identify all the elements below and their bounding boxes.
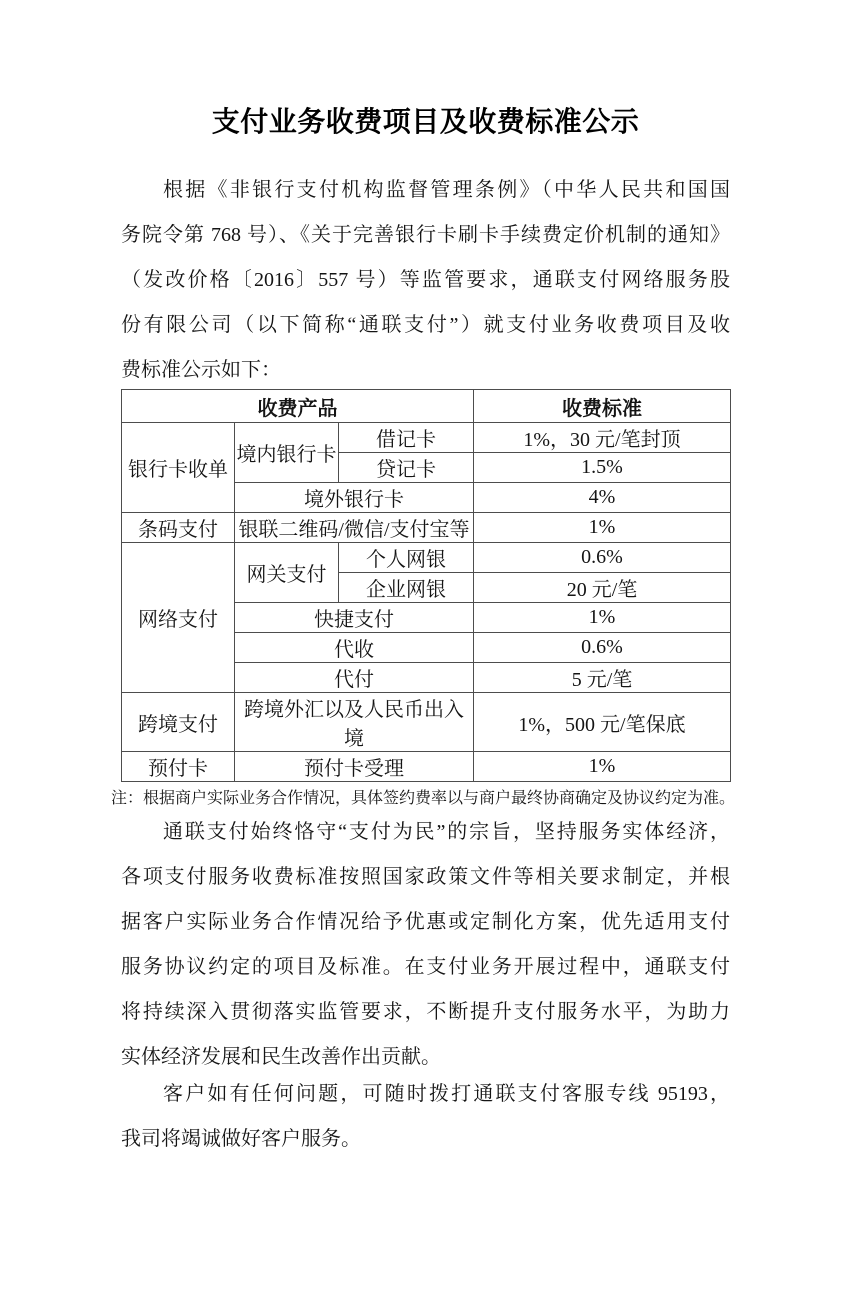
table-cell: 网关支付: [235, 543, 339, 603]
paragraph-contact: [121, 1072, 730, 1162]
text-line: 将持续深入贯彻落实监管要求，不断提升支付服务水平，为助力: [121, 1001, 730, 1023]
text-line: 据客户实际业务合作情况给予优惠或定制化方案，优先适用支付: [121, 911, 730, 933]
table-header-row: [122, 390, 731, 423]
table-cell: 1%: [474, 513, 731, 543]
fee-table-body: [122, 423, 731, 782]
table-cell: 境外银行卡: [235, 483, 474, 513]
text-line: 通联支付始终恪守“支付为民”的宗旨，坚持服务实体经济，: [163, 821, 730, 843]
table-row: [122, 752, 731, 782]
table-row: [122, 543, 731, 573]
text-line: 我司将竭诚做好客户服务。: [121, 1128, 361, 1150]
table-cell: 5 元/笔: [474, 663, 731, 693]
table-cell: 1%，500 元/笔保底: [474, 693, 731, 752]
table-cell: 网络支付: [122, 543, 235, 693]
table-cell: 代收: [235, 633, 474, 663]
table-cell: 预付卡受理: [235, 752, 474, 782]
fee-table-head: [122, 390, 731, 423]
text-line: （发改价格〔2016〕557 号）等监管要求，通联支付网络服务股: [121, 269, 730, 291]
paragraph-commitment: [121, 810, 730, 1080]
table-cell: 预付卡: [122, 752, 235, 782]
table-cell: 20 元/笔: [474, 573, 731, 603]
text-line: 费标准公示如下：: [121, 359, 281, 381]
text-line: 服务协议约定的项目及标准。在支付业务开展过程中，通联支付: [121, 956, 730, 978]
table-cell: 代付: [235, 663, 474, 693]
table-cell: 跨境支付: [122, 693, 235, 752]
text-line: 根据《非银行支付机构监督管理条例》（中华人民共和国国: [163, 179, 730, 201]
table-row: [122, 513, 731, 543]
text-line: 实体经济发展和民生改善作出贡献。: [121, 1046, 441, 1068]
text-line: 份有限公司（以下简称“通联支付”）就支付业务收费项目及收: [121, 314, 730, 336]
table-cell: 1%，30 元/笔封顶: [474, 423, 731, 453]
table-cell: 0.6%: [474, 633, 731, 663]
table-cell: 境内银行卡: [235, 423, 339, 483]
table-row: [122, 423, 731, 453]
table-row: [122, 693, 731, 752]
table-cell: 1.5%: [474, 453, 731, 483]
table-cell: 快捷支付: [235, 603, 474, 633]
table-cell: 0.6%: [474, 543, 731, 573]
table-cell: 个人网银: [339, 543, 474, 573]
paragraph-intro: [121, 168, 730, 393]
table-cell: 借记卡: [339, 423, 474, 453]
text-line: 务院令第 768 号）、《关于完善银行卡刷卡手续费定价机制的通知》: [121, 224, 730, 246]
header-cell: 收费标准: [474, 390, 731, 423]
fee-table: [121, 389, 731, 782]
text-line: 客户如有任何问题，可随时拨打通联支付客服专线 95193，: [163, 1083, 730, 1105]
table-cell: 条码支付: [122, 513, 235, 543]
table-cell: 贷记卡: [339, 453, 474, 483]
table-cell: 银行卡收单: [122, 423, 235, 513]
table-note: 注：根据商户实际业务合作情况，具体签约费率以与商户最终协商确定及协议约定为准。: [111, 790, 736, 807]
table-cell: 银联二维码/微信/支付宝等: [235, 513, 474, 543]
table-cell: 跨境外汇以及人民币出入境: [235, 693, 474, 752]
text-line: 各项支付服务收费标准按照国家政策文件等相关要求制定，并根: [121, 866, 730, 888]
table-cell: 4%: [474, 483, 731, 513]
table-cell: 1%: [474, 603, 731, 633]
page-title: 支付业务收费项目及收费标准公示: [211, 106, 640, 137]
table-cell: 企业网银: [339, 573, 474, 603]
document-page: [111, 102, 736, 1162]
header-cell: 收费产品: [122, 390, 474, 423]
table-cell: 1%: [474, 752, 731, 782]
